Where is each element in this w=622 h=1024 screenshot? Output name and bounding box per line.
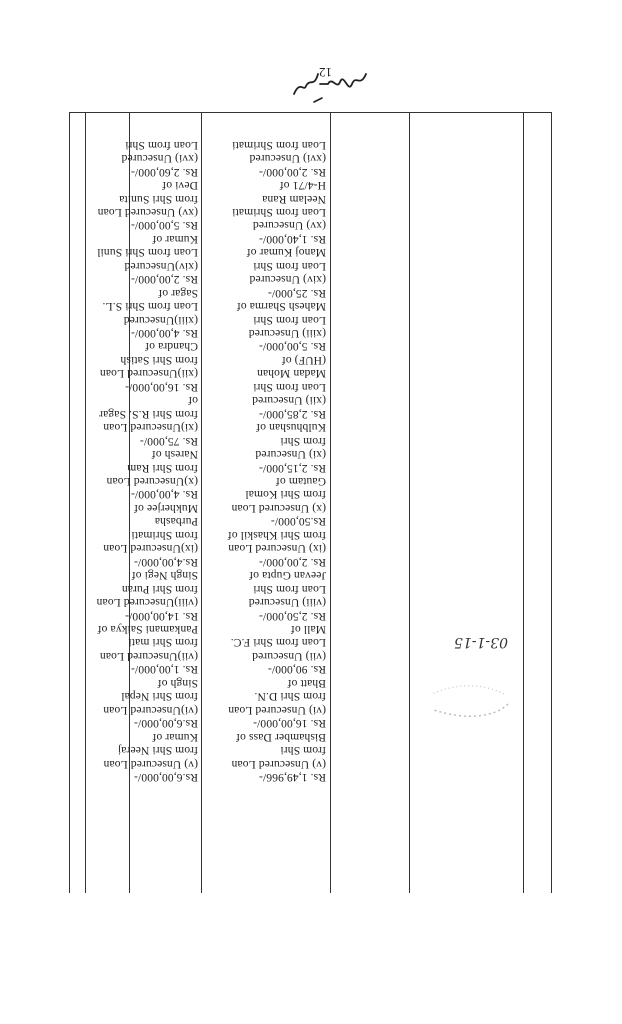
text-line: from Shri Ram [127,461,198,475]
text-line: Devi of [162,179,198,193]
table-rule-left [551,113,552,893]
text-line: Rs.6,00,000/- [133,771,198,784]
text-line: (xiv) Unsecured [249,273,326,287]
table-rule-right [69,113,70,893]
text-line: Mukherjee of [134,501,198,515]
text-line: Loan from Shrimati [232,205,326,219]
text-line: (xii)Unsecured Loan [99,367,198,381]
text-line: Rs. 75,000/- [139,434,198,448]
text-line: (xii) Unsecured [252,394,326,408]
text-line: from Shrimati [131,528,198,542]
text-line: Rs. 1,00,000/- [130,663,198,677]
text-line: Purbasha [154,515,198,529]
text-line: (HUF) of [281,353,326,367]
text-line: (ix) Unsecured Loan [228,542,326,556]
text-line: Rs. 25,000/- [267,286,326,300]
text-line: Neelam Rana [262,192,326,206]
handwritten-signature [290,62,370,108]
text-line: Jeevan Gupta of [249,569,326,583]
text-line: from Shri Satish [120,353,198,367]
text-line: (vii) Unsecured [252,649,326,663]
text-line: Rs. 2,15,000/- [258,461,326,475]
text-line: Rs. 4,00,000/- [130,327,198,341]
text-line: (xiii)Unsecured [123,313,198,327]
text-line: Rs. 1,40,000/- [258,232,326,246]
text-line: Kumar of [152,730,198,744]
text-line: Singh of [157,676,198,690]
loan-description-cell-right [97,138,198,784]
text-line: (xv) Unsecured [252,219,326,233]
text-line: (xi)Unsecured Loan [103,421,198,435]
text-line: from Shri [280,744,326,758]
text-line: Loan from Shri [253,582,326,596]
text-line: (xiv)Unsecured [124,259,198,273]
text-line: Naresh of [151,448,198,462]
faded-stamp-mark [424,674,514,724]
table-rule-col1 [523,113,524,893]
handwritten-date-text: 03-1-15 [454,634,508,650]
text-line: (viii) Unsecured [248,596,326,610]
text-line: Sagar of [158,286,198,300]
text-line: Bhatt of [287,676,326,690]
table-rule-col6 [85,113,86,893]
text-line: (x) Unsecured Loan [231,501,326,515]
text-line: (xiii) Unsecured [248,327,326,341]
text-line: Rs. 16,00,000/- [253,717,326,731]
text-line: from Shri mati [128,636,198,650]
text-line: Rs. 2,60,000/- [130,165,198,179]
text-line: from Shri Nepal [121,690,198,704]
text-line: Mahesh Sharma of [236,300,326,314]
text-line: Loan from Shri Sunil [97,246,198,260]
text-line: Gautam of [275,475,326,489]
text-line: Loan from Shri [253,259,326,273]
text-line: Rs. 4,00,000/- [130,488,198,502]
text-line: Rs.4,00,000/- [133,555,198,569]
text-line: (v) Unsecured Loan [103,757,198,771]
table-rule-col2 [409,113,410,893]
text-line: Loan from Shri [125,138,198,152]
text-line: of [188,394,198,408]
text-line: (v) Unsecured Loan [231,757,326,771]
text-line: Kulbhushan of [256,421,326,435]
text-line: (ix)Unsecured Loan [103,542,198,556]
text-line: (xvi) Unsecured [249,152,326,166]
text-line: Rs.6,00,000/- [133,717,198,731]
text-line: Loan from Shrimati [232,138,326,152]
text-line: Rs. 5,00,000/- [258,340,326,354]
text-line: from Shri Sunita [119,192,198,206]
text-line: (viii)Unsecured Loan [96,596,198,610]
page-number: 12 [319,65,332,80]
text-line: from Shri R.S. Sagar [99,407,198,421]
text-line: (xv) Unsecured Loan [97,205,198,219]
text-line: (vi)Unsecured Loan [103,703,198,717]
text-line: H-4/71 of [279,179,326,193]
text-line: Bishamber Dass of [236,730,326,744]
text-line: Loan from Shri [253,313,326,327]
text-line: (vi) Unsecured Loan [228,703,326,717]
text-line: Rs. 2,50,000/- [258,609,326,623]
text-line: Manoj Kumar of [246,246,326,260]
text-line: Loan from Shri [253,380,326,394]
text-line: Rs. 90,000/- [267,663,326,677]
text-line: Rs. 5,00,000/- [130,219,198,233]
text-line: Rs. 2,00,000/- [258,165,326,179]
table-bottom-rule [69,112,552,113]
text-line: from Shri Neeraj [117,744,198,758]
text-line: from Shri Puran [121,582,198,596]
text-line: Chandra of [145,340,198,354]
table-rule-col3 [330,113,331,893]
text-line: Pankamani Saikya of [97,623,198,637]
text-line: Rs.50,000/- [270,515,326,529]
text-line: from Shri [280,434,326,448]
text-line: from Shri Khaskil of [227,528,326,542]
text-line: (x)Unsecured Loan [106,475,198,489]
text-line: Loan from Shri S.L. [102,300,198,314]
text-line: Singh Negi of [131,569,198,583]
text-line: from Shri D.N. [254,690,326,704]
table-rule-col4 [201,113,202,893]
text-line: Madan Mohan [256,367,326,381]
text-line: Mall of [290,623,326,637]
text-line: (vii)Unsecured Loan [99,649,198,663]
text-line: (xvi) Unsecured [121,152,198,166]
text-line: Rs. 2,85,000/- [258,407,326,421]
text-line: from Shri Komal [245,488,326,502]
text-line: Rs. 2,00,000/- [258,555,326,569]
loan-description-cell-left [228,138,326,784]
text-line: (xi) Unsecured [255,448,326,462]
handwritten-date-note [452,628,512,658]
text-line: Rs. 1,49,966/- [258,771,326,784]
text-line: Rs. 2,00,000/- [130,273,198,287]
text-line: Loan from Shri F.C. [230,636,326,650]
text-line: Kumar of [152,232,198,246]
text-line: Rs. 16,00,000/- [125,380,198,394]
text-line: Rs. 14,00,000/- [125,609,198,623]
